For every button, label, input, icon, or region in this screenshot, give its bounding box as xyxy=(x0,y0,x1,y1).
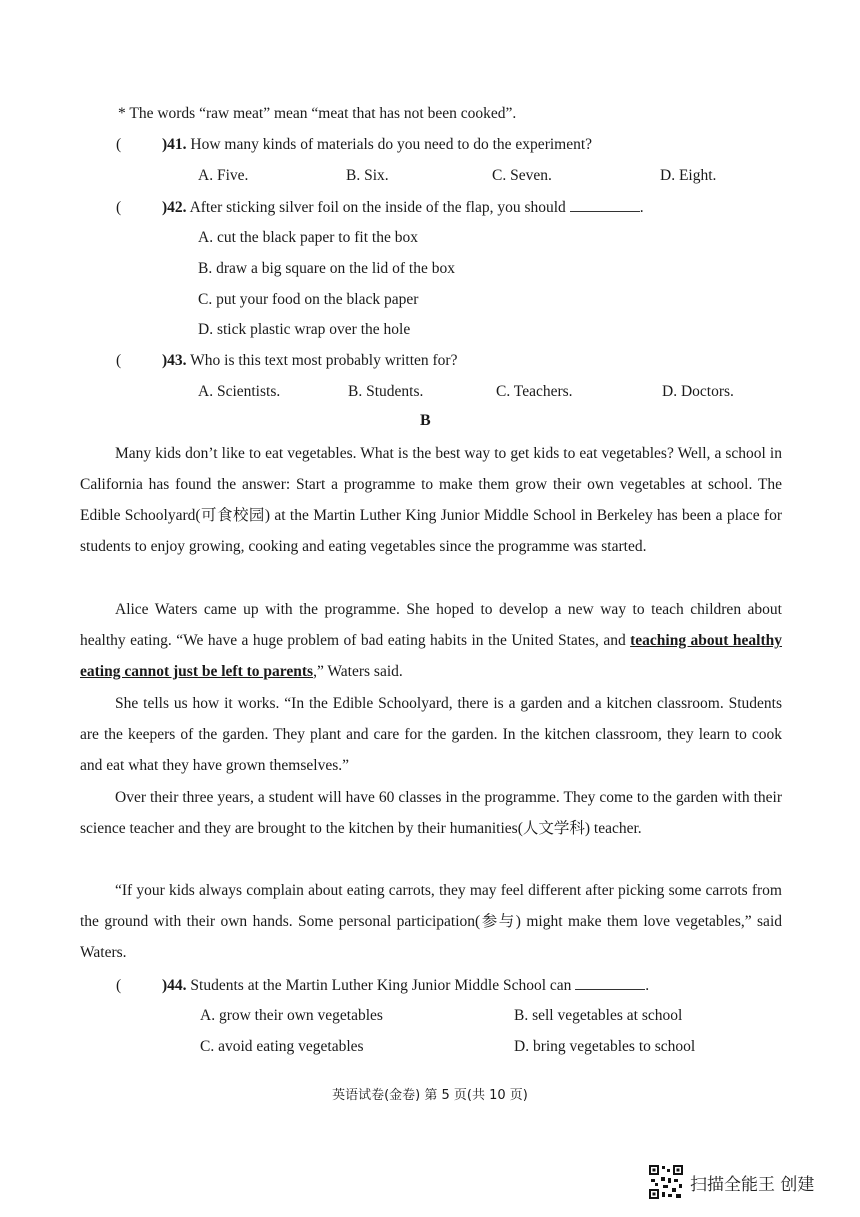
answer-paren: ( xyxy=(116,977,122,994)
q41-option-b: B. Six. xyxy=(346,167,389,184)
answer-paren: ( xyxy=(116,199,122,216)
question-text: After sticking silver foil on the inside of the flap, you should xyxy=(186,199,566,216)
question-number: )44. xyxy=(162,977,187,994)
q44-option-a: A. grow their own vegetables xyxy=(200,1007,383,1024)
q44-option-b: B. sell vegetables at school xyxy=(514,1007,683,1024)
q43-option-d: D. Doctors. xyxy=(662,383,734,400)
answer-paren: ( xyxy=(116,352,122,369)
q43-option-c: C. Teachers. xyxy=(496,383,573,400)
q44-option-c: C. avoid eating vegetables xyxy=(200,1038,364,1055)
q42-option-c: C. put your food on the black paper xyxy=(198,291,419,308)
q42-option-a: A. cut the black paper to fit the box xyxy=(198,229,418,246)
question-number: )41. xyxy=(162,136,187,153)
q41-option-a: A. Five. xyxy=(198,167,249,184)
question-end: . xyxy=(645,977,650,994)
passage-paragraph-5: “If your kids always complain about eating carrots, they may feel different after picking some carrots from the ground with their own hands. Some personal participation(参与) might make them love vegetables,” said Waters. xyxy=(80,882,782,961)
raw-meat-note: * The words “raw meat” mean “meat that has not been cooked”. xyxy=(118,105,517,122)
question-41 xyxy=(116,135,592,155)
question-text: Who is this text most probably written for? xyxy=(186,352,458,369)
question-end: . xyxy=(639,199,644,216)
section-heading: B xyxy=(420,412,431,429)
question-42 xyxy=(116,197,644,218)
question-number: )43. xyxy=(162,352,187,369)
passage-paragraph-3: She tells us how it works. “In the Edible Schoolyard, there is a garden and a kitchen classroom. Students are the keepers of the garden. They plant and care for the garden. In the kitchen classroom, they learn to cook and eat what they have grown themselves.” xyxy=(80,695,782,774)
question-text: Students at the Martin Luther King Junior Middle School can xyxy=(186,977,572,994)
scanner-watermark xyxy=(648,1164,814,1200)
question-number: )42. xyxy=(162,199,187,216)
q42-option-b: B. draw a big square on the lid of the box xyxy=(198,260,455,277)
answer-blank xyxy=(575,975,645,990)
question-text: How many kinds of materials do you need to do the experiment? xyxy=(186,136,593,153)
page-footer: 英语试卷(金卷) 第 5 页(共 10 页) xyxy=(332,1088,528,1103)
q43-option-b: B. Students. xyxy=(348,383,424,400)
paragraph-text: ,” Waters said. xyxy=(313,663,403,680)
question-44 xyxy=(116,975,649,996)
q44-option-d: D. bring vegetables to school xyxy=(514,1038,696,1055)
q41-option-d: D. Eight. xyxy=(660,167,717,184)
scanner-label: 扫描全能王 创建 xyxy=(690,1174,815,1195)
answer-blank xyxy=(570,197,640,212)
passage-paragraph-1: Many kids don’t like to eat vegetables. What is the best way to get kids to eat vegetables? Well, a school in California has found the answer: Start a programme to make them grow their own vegetables at school. The Edible Schoolyard(可食校园) at the Martin Luther King Junior Middle School in Berkeley has been a place for students to enjoy growing, cooking and eating vegetables since the programme was started. xyxy=(80,445,782,555)
q42-option-d: D. stick plastic wrap over the hole xyxy=(198,321,411,338)
qr-code-icon xyxy=(648,1164,684,1200)
underlined-sentence: teaching about healthy eating cannot just be left to parents xyxy=(80,632,782,680)
passage-paragraph-2 xyxy=(80,594,782,687)
question-43 xyxy=(116,351,457,371)
passage-paragraph-4: Over their three years, a student will have 60 classes in the programme. They come to the garden with their science teacher and they are brought to the kitchen by their humanities(人文学科) teacher. xyxy=(80,789,782,837)
paragraph-text: Alice Waters came up with the programme. She hoped to develop a new way to teach children about healthy eating. “We have a huge problem of bad eating habits in the United States, and xyxy=(80,601,782,649)
q43-option-a: A. Scientists. xyxy=(198,383,281,400)
answer-paren: ( xyxy=(116,136,122,153)
q41-option-c: C. Seven. xyxy=(492,167,552,184)
